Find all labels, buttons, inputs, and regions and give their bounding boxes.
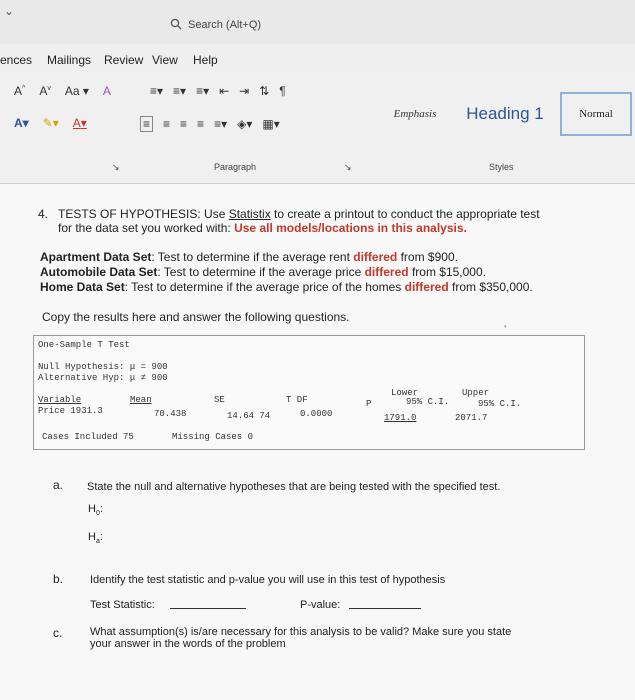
ha-subscript: a	[95, 538, 100, 546]
output-hdr-p: P	[366, 399, 372, 409]
p-value-label: P-value:	[300, 599, 341, 611]
paragraph-row-2	[140, 116, 280, 132]
p-value-blank[interactable]	[349, 608, 421, 609]
numbering-icon[interactable]: ≡▾	[173, 84, 187, 98]
ha-label: $H_a$:	[88, 531, 103, 546]
borders-icon[interactable]: ▦▾	[262, 117, 280, 131]
menu-bar	[0, 44, 635, 74]
copy-instruction: Copy the results here and answer the following questions.	[42, 310, 350, 324]
mouse-cursor-icon: •	[504, 322, 507, 331]
apartment-red: differed	[353, 250, 398, 264]
part-b-letter: b.	[53, 572, 64, 586]
question-4-number: 4.	[38, 207, 49, 221]
output-row-lower: 1791.0	[384, 413, 417, 423]
ribbon	[0, 74, 635, 184]
text-effects-icon[interactable]: A▾	[14, 116, 29, 130]
search-label: Search (Alt+Q)	[188, 19, 262, 31]
search-icon	[170, 18, 182, 33]
output-alt-hypothesis: Alternative Hyp: μ ≠ 900	[38, 373, 168, 383]
output-title: One-Sample T Test	[38, 340, 130, 350]
h0-label: $H_0$:	[88, 503, 103, 518]
decrease-indent-icon[interactable]: ⇤	[219, 84, 230, 98]
align-center-icon[interactable]: ≡	[163, 117, 171, 131]
output-row-mean: 70.438	[154, 409, 187, 419]
group-label-styles: Styles	[489, 162, 514, 172]
apartment-label: Apartment Data Set	[40, 250, 152, 264]
shading-icon[interactable]: ◈▾	[237, 117, 253, 131]
apartment-pre: : Test to determine if the average rent	[151, 250, 354, 264]
part-c-letter: c.	[53, 626, 63, 640]
output-hdr-mean: Mean	[130, 395, 152, 405]
title-bar	[0, 0, 635, 44]
align-left-icon[interactable]: ≡	[140, 116, 153, 132]
automobile-pre: : Test to determine if the average price	[157, 265, 365, 279]
menu-review[interactable]: Review	[104, 53, 144, 67]
question-4-line-1	[58, 207, 598, 221]
home-pre: : Test to determine if the average price of the homes	[124, 280, 405, 294]
paragraph-dialog-launcher-icon[interactable]: ↘	[344, 162, 352, 172]
change-case-icon[interactable]: Aa ▾	[64, 84, 89, 98]
output-missing-cases: Missing Cases 0	[172, 432, 254, 442]
align-right-icon[interactable]: ≡	[180, 117, 188, 131]
output-cases-included: Cases Included 75	[42, 432, 134, 442]
shrink-font-icon[interactable]: $A^v$	[39, 84, 51, 98]
home-data-set	[40, 280, 533, 294]
q4-text-pre: TESTS OF HYPOTHESIS: Use	[58, 207, 229, 221]
style-heading-1[interactable]: Heading 1	[466, 104, 544, 123]
output-row-upper: 2071.7	[455, 413, 488, 423]
apartment-post: from $900.	[397, 250, 458, 264]
part-a-text: State the null and alternative hypotheses that are being tested with the specified test.	[87, 481, 501, 493]
apartment-data-set	[40, 250, 458, 264]
home-red: differed	[404, 280, 449, 294]
automobile-red: differed	[364, 265, 409, 279]
automobile-data-set	[40, 265, 486, 279]
automobile-label: Automobile Data Set	[40, 265, 158, 279]
test-statistic-label: Test Statistic:	[90, 599, 155, 611]
output-hdr-variable: Variable	[38, 395, 82, 405]
q4-line2-pre: for the data set you worked with:	[58, 221, 235, 235]
statistix-word: Statistix	[228, 207, 271, 221]
output-hdr-lower-ci: 95% C.I.	[406, 397, 450, 407]
output-row-t: 0.0000	[300, 409, 333, 419]
output-hdr-upper-ci: 95% C.I.	[478, 399, 522, 409]
output-hdr-upper: Upper	[462, 388, 490, 398]
chevron-down-icon[interactable]: ⌄	[4, 4, 15, 18]
output-null-hypothesis: Null Hypothesis: μ = 900	[38, 362, 168, 372]
test-statistic-blank[interactable]	[170, 608, 246, 609]
menu-mailings[interactable]: Mailings	[47, 53, 92, 67]
part-c-text-1: What assumption(s) is/are necessary for this analysis to be valid? Make sure you state	[90, 626, 512, 638]
output-row-variable: Price 1931.3	[38, 406, 103, 416]
justify-icon[interactable]: ≡	[197, 117, 205, 131]
output-row-se: 14.64 74	[227, 411, 271, 421]
style-normal[interactable]: Normal	[560, 92, 632, 136]
search-box[interactable]	[170, 14, 370, 36]
menu-references[interactable]: ences	[0, 53, 33, 67]
h0-subscript: 0	[95, 510, 100, 518]
menu-help[interactable]: Help	[193, 53, 218, 67]
q4-line2-red: Use all models/locations in this analysis.	[234, 221, 467, 235]
question-4-line-2	[58, 221, 598, 235]
q4-text-post: to create a printout to conduct the appropriate test	[270, 207, 540, 221]
home-label: Home Data Set	[40, 280, 125, 294]
font-row-1	[14, 84, 111, 98]
h0-letter: H	[88, 503, 96, 515]
t-test-output	[33, 335, 585, 450]
highlight-icon[interactable]: ✎▾	[42, 116, 59, 130]
menu-view[interactable]: View	[152, 53, 178, 67]
home-post: from $350,000.	[448, 280, 533, 294]
sort-icon[interactable]: ⇅	[259, 84, 270, 98]
part-c-text-2: your answer in the words of the problem	[90, 638, 286, 650]
grow-font-icon[interactable]: A^	[14, 84, 26, 98]
multilevel-list-icon[interactable]: ≡▾	[196, 84, 210, 98]
output-hdr-t: T DF	[286, 395, 308, 405]
pilcrow-icon[interactable]: ¶	[279, 84, 286, 98]
part-a-letter: a.	[53, 478, 64, 492]
paragraph-row-1	[150, 84, 286, 98]
font-dialog-launcher-icon[interactable]: ↘	[112, 162, 120, 172]
font-color-icon[interactable]: A▾	[72, 116, 87, 130]
increase-indent-icon[interactable]: ⇥	[239, 84, 250, 98]
group-label-paragraph: Paragraph	[214, 162, 257, 172]
bullets-icon[interactable]: ≡▾	[150, 84, 164, 98]
ha-letter: H	[88, 531, 96, 543]
output-hdr-se: SE	[214, 395, 225, 405]
font-row-2	[14, 116, 87, 130]
clear-formatting-icon[interactable]: A	[102, 84, 111, 98]
style-emphasis[interactable]: Emphasis	[393, 108, 437, 120]
output-hdr-lower: Lower	[391, 388, 419, 398]
line-spacing-icon[interactable]: ≡▾	[214, 117, 228, 131]
part-b-text: Identify the test statistic and p-value you will use in this test of hypothesis	[90, 574, 446, 586]
automobile-post: from $15,000.	[408, 265, 486, 279]
